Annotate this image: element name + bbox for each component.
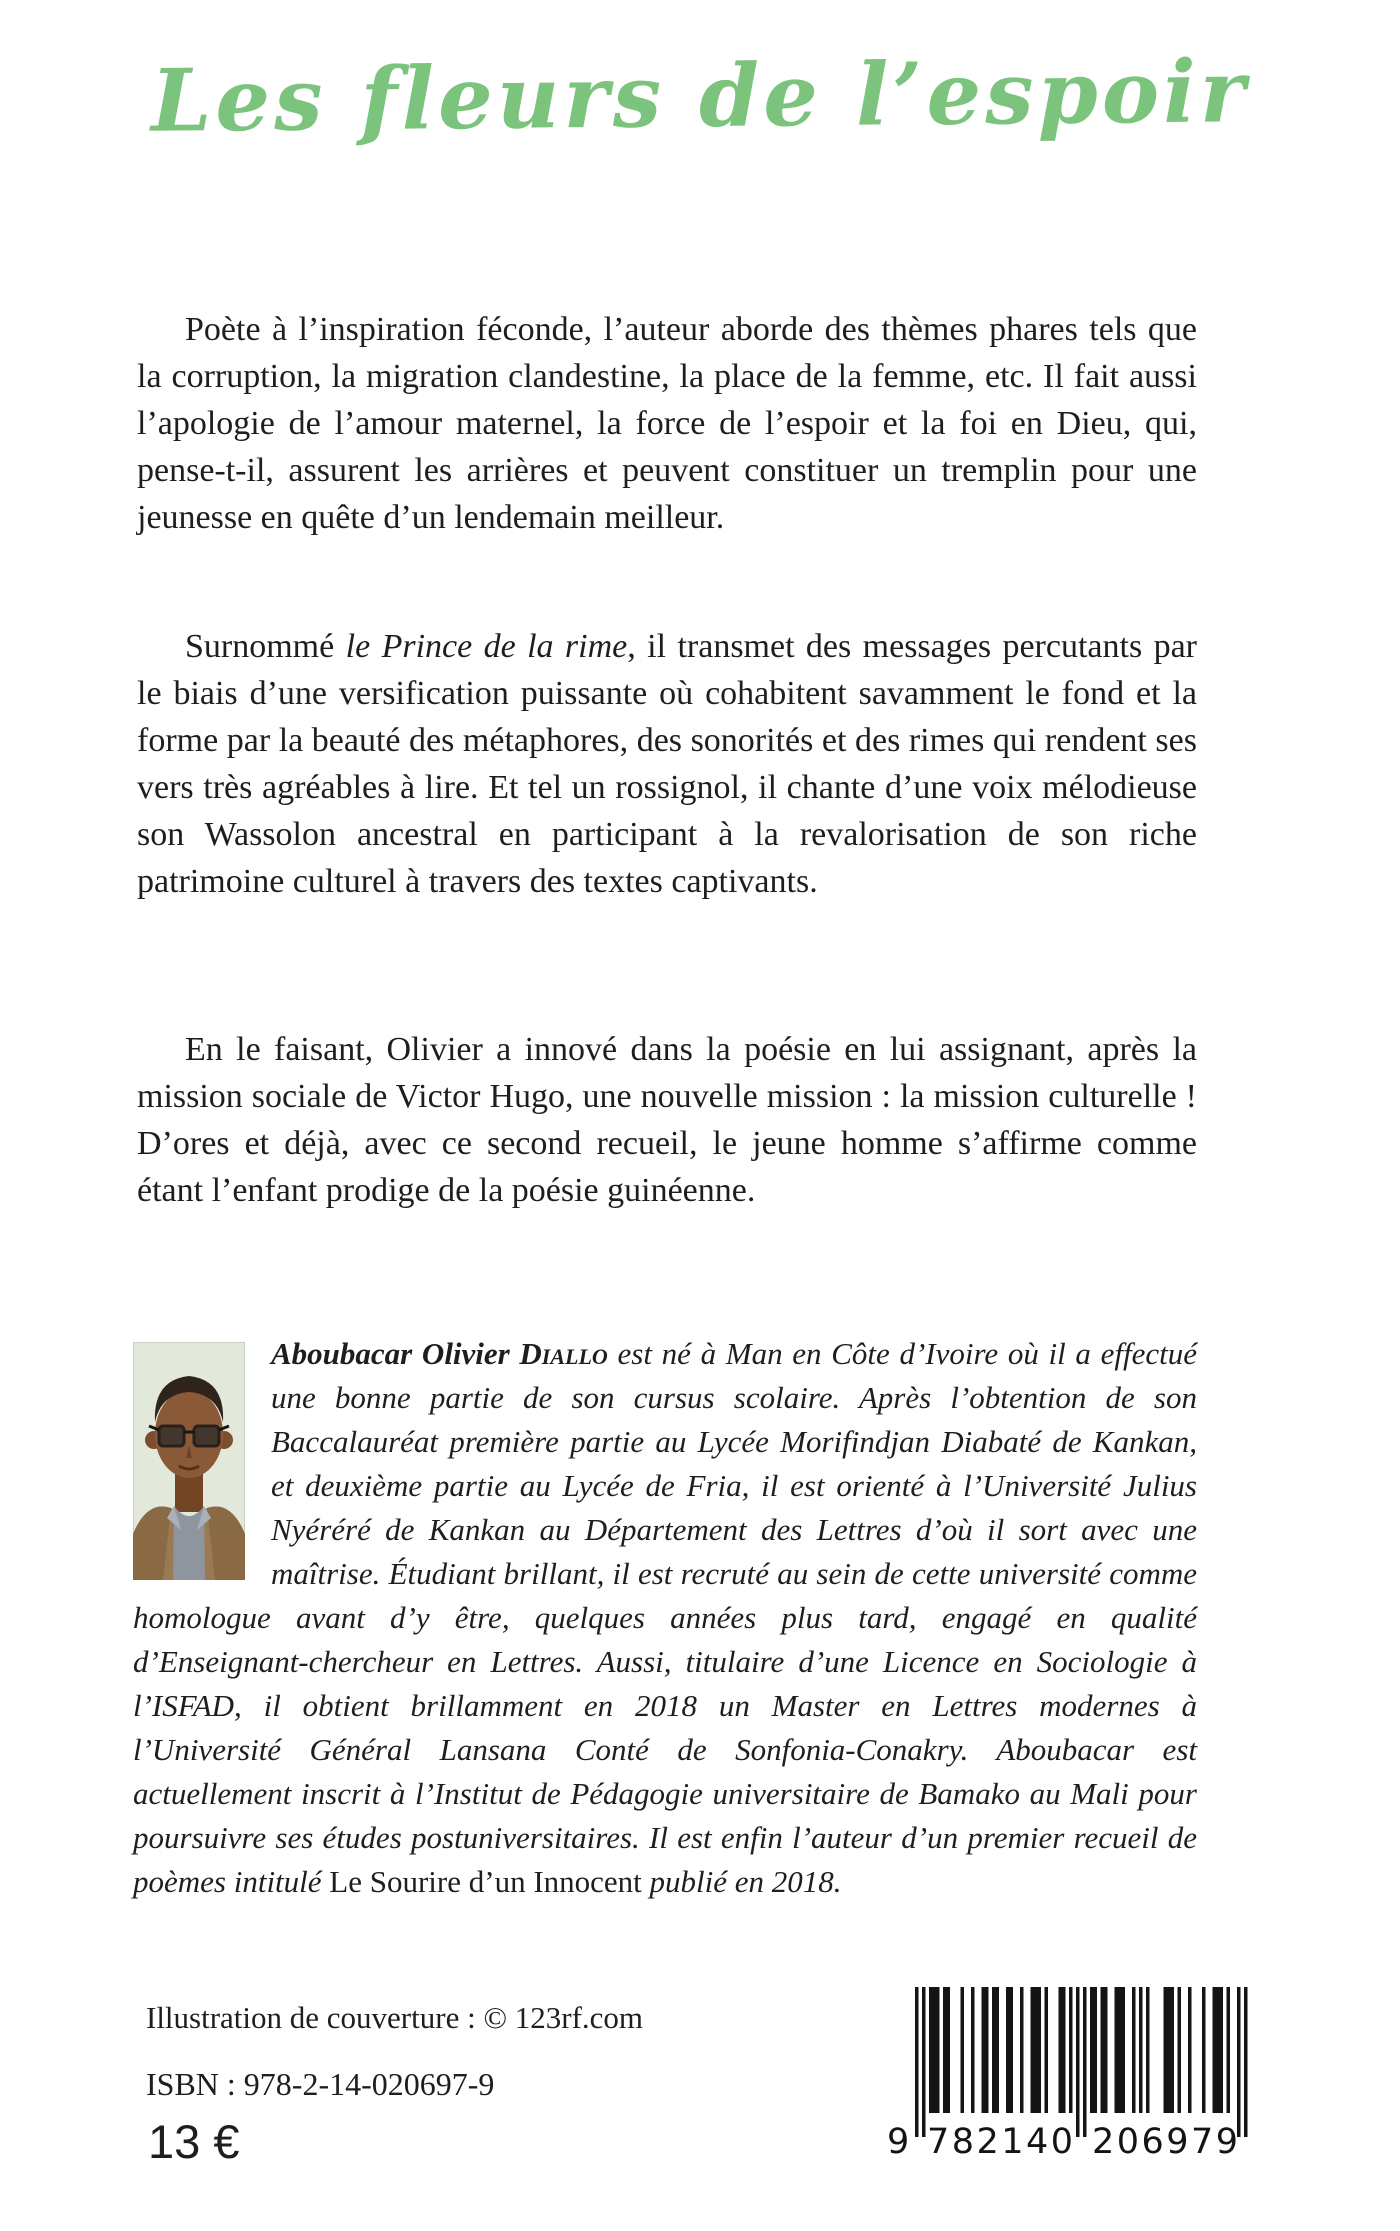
- text-run: Diallo: [519, 1336, 608, 1371]
- text-run: le Prince de la rime: [345, 628, 628, 665]
- text-run: Surnommé: [185, 628, 346, 665]
- synopsis-paragraph-3: [137, 1026, 1197, 1214]
- svg-text:9: 9: [887, 2122, 910, 2159]
- book-title: Les fleurs de l’espoir: [150, 41, 1250, 152]
- text-run: Aboubacar Olivier: [271, 1336, 520, 1371]
- author-bio-text: [133, 1336, 1197, 1899]
- synopsis-paragraph-2: [137, 623, 1197, 905]
- text-run: publié en 2018.: [641, 1864, 842, 1899]
- text-run: Poète à l’inspiration féconde, l’auteur aborde des thèmes phares tels que la corruption, la migration clandestine, la place de la femme, etc. Il fait aussi l’apologie de l’amour maternel, la force de l’espoir et la foi en Dieu, qui, pense-t-il, assurent les arrières et peuvent constituer un tremplin pour une jeunesse en quête d’un lendemain meilleur.: [137, 311, 1197, 536]
- svg-text:206979: 206979: [1092, 2122, 1238, 2159]
- author-portrait-illustration: [133, 1342, 245, 1580]
- author-bio: [133, 1332, 1197, 1904]
- text-run: En le faisant, Olivier a innové dans la poésie en lui assignant, après la mission sociale de Victor Hugo, une nouvelle mission : la mission culturelle ! D’ores et déjà, avec ce second recueil, le jeune homme s’affirme comme étant l’enfant prodige de la poésie guinéenne.: [137, 1031, 1197, 1209]
- synopsis-paragraph-1: [137, 306, 1197, 541]
- text-run: Le Sourire d’un Innocent: [329, 1864, 642, 1899]
- price-label: 13 €: [148, 2115, 240, 2168]
- svg-text:782140: 782140: [927, 2122, 1073, 2159]
- author-photo: [133, 1342, 245, 1580]
- text-run: , il transmet des messages percutants par le biais d’une versification puissante où cohabitent savamment le fond et la forme par la beauté des métaphores, des sonorités et des rimes qui rendent ses vers très agréables à lire. Et tel un rossignol, il chante d’une voix mélodieuse son Wassolon ancestral en participant à la revalorisation de son riche patrimoine culturel à travers des textes captivants.: [137, 628, 1198, 900]
- text-run: est né à Man en Côte d’Ivoire où il a effectué une bonne partie de son cursus scolaire. Après l’obtention de son Baccalauréat première partie au Lycée Morifindjan Diabaté de Kankan, et deuxième partie au Lycée de Fria, il est orienté à l’Université Julius Nyéréré de Kankan au Département des Lettres d’où il sort avec une maîtrise. Étudiant brillant, il est recruté au sein de cette université comme homologue avant d’y être, quelques années plus tard, engagé en qualité d’Enseignant-chercheur en Lettres. Aussi, titulaire d’une Licence en Sociologie à l’ISFAD, il obtient brillamment en 2018 un Master en Lettres modernes à l’Université Général Lansana Conté de Sonfonia-Conakry. Aboubacar est actuellement inscrit à l’Institut de Pédagogie universitaire de Bamako au Mali pour poursuivre ses études postuniversitaires. Il est enfin l’auteur d’un premier recueil de poèmes intitulé: [133, 1336, 1197, 1899]
- illustration-credit: Illustration de couverture : © 123rf.com: [146, 2000, 644, 2035]
- ean13-barcode: [875, 1987, 1265, 2159]
- isbn-label: ISBN : 978-2-14-020697-9: [146, 2066, 495, 2102]
